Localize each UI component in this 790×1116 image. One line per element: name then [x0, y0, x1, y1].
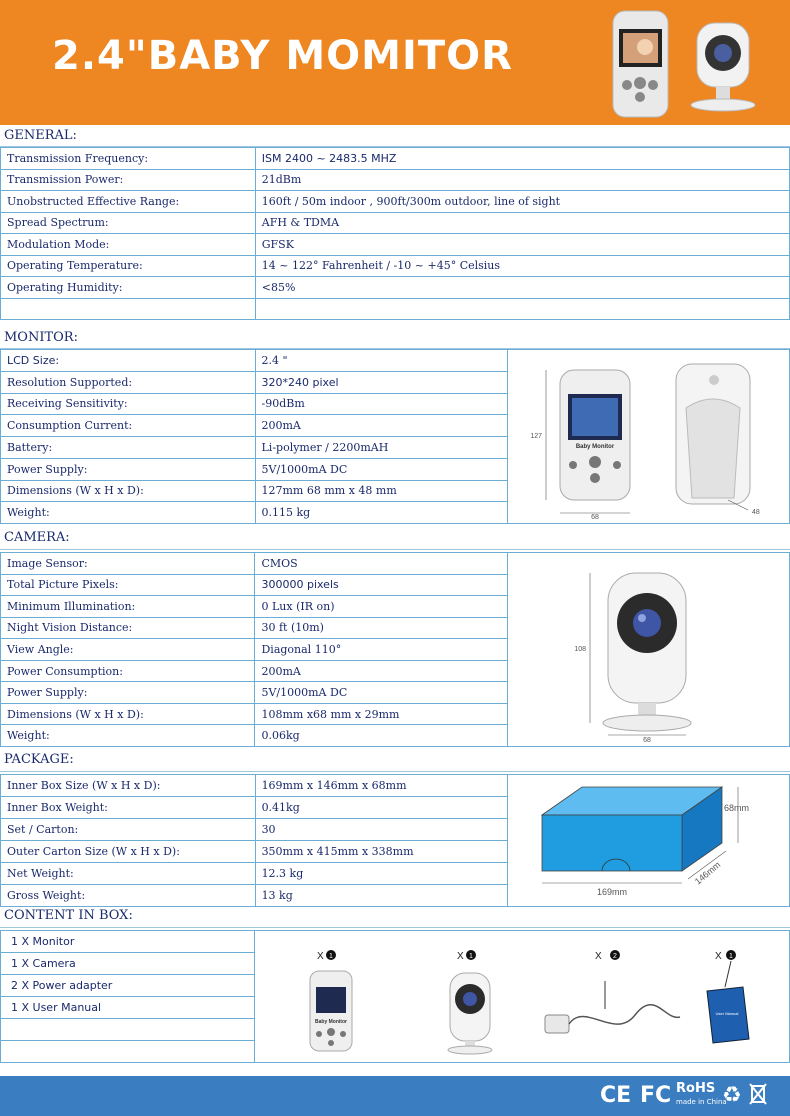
- camera-dimension-image: [508, 553, 788, 743]
- made-in-label: made in China: [676, 1098, 727, 1106]
- content-monitor-brand: Baby Monitor: [315, 1019, 347, 1025]
- content-camera-prefix: X: [457, 951, 464, 962]
- header-monitor-device: [613, 11, 668, 117]
- content-image-cell: [255, 931, 790, 1063]
- monitor-height-label: 127: [530, 433, 542, 440]
- spec-label: Image Sensor:: [1, 553, 255, 575]
- content-table: [0, 930, 790, 1063]
- table-row: [1, 234, 790, 256]
- table-row: [1, 553, 790, 575]
- content-monitor-count: 1: [329, 953, 333, 960]
- monitor-depth-label: 48: [752, 509, 760, 516]
- footer-bar: [0, 1076, 790, 1116]
- package-height-label: 68mm: [724, 803, 750, 813]
- monitor-width-label: 68: [591, 514, 599, 520]
- divider: [0, 771, 790, 772]
- spec-label: Power Supply:: [1, 458, 256, 480]
- spec-value: 14 ~ 122° Fahrenheit / -10 ~ +45° Celsius: [255, 255, 789, 277]
- spec-label: Inner Box Size (W x H x D):: [1, 775, 256, 797]
- monitor-table: [0, 349, 790, 524]
- camera-front-view: [574, 573, 691, 743]
- table-row: [1, 212, 790, 234]
- table-row: [1, 775, 790, 797]
- table-row-empty: [1, 298, 790, 320]
- spec-label: Operating Temperature:: [1, 255, 256, 277]
- header-camera-device: [691, 23, 755, 111]
- package-image-cell: [508, 775, 790, 907]
- content-monitor-prefix: X: [317, 951, 324, 962]
- spec-value: 5V/1000mA DC: [255, 458, 508, 480]
- spec-label: Battery:: [1, 437, 256, 459]
- spec-label: Set / Carton:: [1, 819, 256, 841]
- content-power-adapter: [545, 950, 680, 1033]
- spec-value: 300000 pixels: [255, 574, 508, 596]
- spec-label: Night Vision Distance:: [1, 617, 255, 639]
- monitor-dimension-image: [508, 350, 788, 520]
- general-table: [0, 147, 790, 320]
- spec-label: Power Consumption:: [1, 660, 255, 682]
- spec-label: Total Picture Pixels:: [1, 574, 255, 596]
- spec-label: Unobstructed Effective Range:: [1, 191, 256, 213]
- page-title: 2.4"BABY MOMITOR: [52, 33, 513, 79]
- spec-value: 0 Lux (IR on): [255, 596, 508, 618]
- monitor-front-view: [530, 370, 630, 520]
- content-manual-cover: User Manual: [715, 1011, 739, 1016]
- content-adapter-count: 2: [613, 953, 617, 960]
- package-dimension-image: [508, 775, 788, 903]
- divider: [0, 927, 790, 928]
- spec-label: Power Supply:: [1, 682, 255, 704]
- spec-label: Outer Carton Size (W x H x D):: [1, 841, 256, 863]
- spec-value: 0.06kg: [255, 725, 508, 747]
- content-manual-count: 1: [729, 953, 733, 960]
- spec-value: GFSK: [255, 234, 789, 256]
- table-row: [1, 148, 790, 170]
- camera-height-label: 108: [574, 646, 586, 653]
- table-row: [1, 350, 790, 372]
- spec-value: 12.3 kg: [255, 863, 507, 885]
- package-width-label: 169mm: [596, 887, 628, 897]
- spec-value: 200mA: [255, 415, 508, 437]
- spec-value: CMOS: [255, 553, 508, 575]
- spec-value: 200mA: [255, 660, 508, 682]
- spec-value: AFH & TDMA: [255, 212, 789, 234]
- content-heading: CONTENT IN BOX:: [4, 908, 133, 923]
- spec-value: 13 kg: [255, 885, 507, 907]
- camera-image-cell: [507, 553, 789, 747]
- recycle-icon: ♻: [722, 1083, 742, 1108]
- spec-label: Gross Weight:: [1, 885, 256, 907]
- camera-table: [0, 552, 790, 747]
- content-item: 1 X User Manual: [1, 997, 255, 1019]
- content-images: [255, 931, 788, 1059]
- spec-value: 350mm x 415mm x 338mm: [255, 841, 507, 863]
- spec-label: Spread Spectrum:: [1, 212, 256, 234]
- content-item: 1 X Camera: [1, 953, 255, 975]
- spec-value: 30: [255, 819, 507, 841]
- package-box: [542, 787, 749, 897]
- spec-value: -90dBm: [255, 393, 508, 415]
- header-banner: [0, 0, 790, 125]
- camera-width-label: 68: [643, 737, 651, 743]
- spec-label: Resolution Supported:: [1, 371, 256, 393]
- general-heading: GENERAL:: [4, 128, 77, 143]
- spec-label: Minimum Illumination:: [1, 596, 255, 618]
- spec-label: Weight:: [1, 725, 255, 747]
- table-row: [1, 277, 790, 299]
- spec-label: Receiving Sensitivity:: [1, 393, 256, 415]
- package-heading: PACKAGE:: [4, 752, 74, 767]
- fcc-mark-icon: FC: [640, 1083, 672, 1108]
- spec-label: Transmission Frequency:: [1, 148, 256, 170]
- spec-label: Net Weight:: [1, 863, 256, 885]
- spec-value: ISM 2400 ~ 2483.5 MHZ: [255, 148, 789, 170]
- spec-value: Diagonal 110°: [255, 639, 508, 661]
- spec-label: View Angle:: [1, 639, 255, 661]
- monitor-image-cell: [508, 350, 790, 524]
- content-manual-prefix: X: [715, 951, 722, 962]
- content-item: 1 X Monitor: [1, 931, 255, 953]
- spec-value: 2.4 ": [255, 350, 508, 372]
- spec-value: 169mm x 146mm x 68mm: [255, 775, 507, 797]
- spec-label: Dimensions (W x H x D):: [1, 480, 256, 502]
- spec-label: Consumption Current:: [1, 415, 256, 437]
- spec-value: 0.115 kg: [255, 502, 508, 524]
- spec-label: Inner Box Weight:: [1, 797, 256, 819]
- spec-value: <85%: [255, 277, 789, 299]
- ce-mark-icon: CE: [600, 1083, 632, 1108]
- content-item: 2 X Power adapter: [1, 975, 255, 997]
- content-monitor: [310, 950, 352, 1051]
- spec-label: LCD Size:: [1, 350, 256, 372]
- table-row: [1, 191, 790, 213]
- table-row: [1, 255, 790, 277]
- camera-heading: CAMERA:: [4, 530, 70, 545]
- package-depth-label: 146mm: [692, 859, 723, 887]
- spec-value: 0.41kg: [255, 797, 507, 819]
- divider: [0, 549, 790, 550]
- spec-value: 320*240 pixel: [255, 371, 508, 393]
- content-camera: [448, 950, 492, 1054]
- weee-bin-icon: [748, 1082, 768, 1110]
- content-camera-count: 1: [469, 953, 473, 960]
- monitor-back-view: [676, 364, 760, 516]
- spec-value: 30 ft (10m): [255, 617, 508, 639]
- spec-label: Modulation Mode:: [1, 234, 256, 256]
- spec-label: Transmission Power:: [1, 169, 256, 191]
- spec-value: 160ft / 50m indoor , 900ft/300m outdoor, line of sight: [255, 191, 789, 213]
- table-row: [1, 169, 790, 191]
- header-product-image: [605, 5, 765, 125]
- spec-value: 127mm 68 mm x 48 mm: [255, 480, 508, 502]
- monitor-heading: MONITOR:: [4, 330, 78, 345]
- content-user-manual: [707, 950, 749, 1043]
- rohs-mark-icon: RoHS: [676, 1081, 716, 1096]
- monitor-screen-brand: Baby Monitor: [575, 444, 615, 450]
- spec-label: Dimensions (W x H x D):: [1, 703, 255, 725]
- spec-label: Weight:: [1, 502, 256, 524]
- list-item: [1, 931, 790, 953]
- package-table: [0, 774, 790, 907]
- spec-value: 21dBm: [255, 169, 789, 191]
- content-adapter-prefix: X: [595, 951, 602, 962]
- spec-value: 5V/1000mA DC: [255, 682, 508, 704]
- spec-value: Li-polymer / 2200mAH: [255, 437, 508, 459]
- spec-value: 108mm x68 mm x 29mm: [255, 703, 508, 725]
- spec-label: Operating Humidity:: [1, 277, 256, 299]
